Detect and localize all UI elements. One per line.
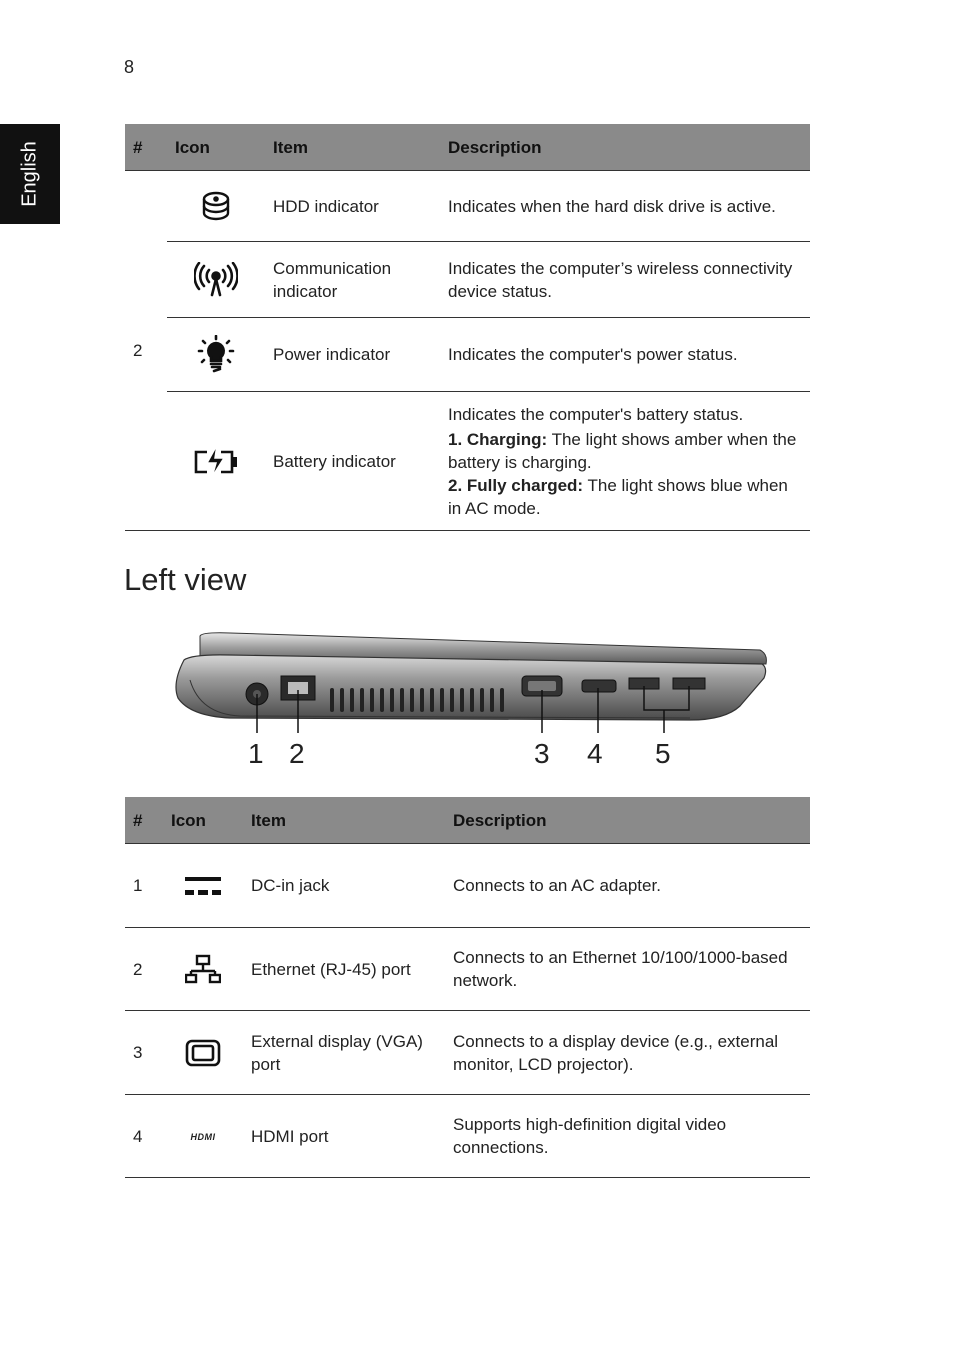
detail-label: 2. Fully charged: xyxy=(448,475,584,495)
desc-battery xyxy=(440,392,810,531)
callout-3: 3 xyxy=(534,738,550,769)
row-number: 1 xyxy=(125,844,163,928)
table-header-row xyxy=(125,797,810,844)
item-hdmi: HDMI port xyxy=(243,1095,445,1178)
language-tab xyxy=(0,124,60,224)
vga-icon xyxy=(163,1011,243,1095)
dc-in-icon xyxy=(163,844,243,928)
table-row xyxy=(125,242,810,318)
header-num: # xyxy=(125,797,163,844)
ethernet-icon xyxy=(163,928,243,1011)
desc-hdd: Indicates when the hard disk drive is active. xyxy=(440,171,810,242)
language-tab-label: English xyxy=(18,141,41,207)
table-row xyxy=(125,392,810,531)
callout-1: 1 xyxy=(248,738,264,769)
header-num: # xyxy=(125,124,167,171)
item-ethernet: Ethernet (RJ-45) port xyxy=(243,928,445,1011)
table-row xyxy=(125,1095,810,1178)
item-power: Power indicator xyxy=(265,318,440,392)
laptop-left-view-image xyxy=(170,628,770,733)
callout-2: 2 xyxy=(289,738,305,769)
hdmi-logo-text: HDMI xyxy=(190,1132,216,1142)
header-description: Description xyxy=(440,124,810,171)
item-vga: External display (VGA) port xyxy=(243,1011,445,1095)
section-heading: Left view xyxy=(124,562,247,597)
table-row xyxy=(125,928,810,1011)
desc-hdmi: Supports high-definition digital video connections. xyxy=(445,1095,810,1178)
item-hdd: HDD indicator xyxy=(265,171,440,242)
item-communication: Communication indicator xyxy=(265,242,440,318)
detail-label: 1. Charging: xyxy=(448,429,548,449)
hdmi-icon xyxy=(163,1095,243,1178)
desc-dc-in: Connects to an AC adapter. xyxy=(445,844,810,928)
ports-table xyxy=(125,797,810,1178)
table-row xyxy=(125,318,810,392)
row-number: 2 xyxy=(125,928,163,1011)
header-item: Item xyxy=(243,797,445,844)
battery-detail-charging xyxy=(448,428,802,474)
hdd-icon xyxy=(167,171,265,242)
table-header-row xyxy=(125,124,810,171)
table-row xyxy=(125,171,810,242)
callout-5: 5 xyxy=(655,738,671,769)
detail-text: The light shows blue when in AC mode. xyxy=(448,475,788,518)
indicator-table xyxy=(125,124,810,531)
detail-text: The light shows amber when the battery is charging. xyxy=(448,429,797,472)
callout-4: 4 xyxy=(587,738,603,769)
desc-power: Indicates the computer's power status. xyxy=(440,318,810,392)
header-description: Description xyxy=(445,797,810,844)
desc-vga: Connects to a display device (e.g., external monitor, LCD projector). xyxy=(445,1011,810,1095)
power-light-icon xyxy=(167,318,265,392)
desc-communication: Indicates the computer’s wireless connectivity device status. xyxy=(440,242,810,318)
battery-description: Indicates the computer's battery status. xyxy=(448,404,744,424)
header-icon: Icon xyxy=(163,797,243,844)
battery-detail-charged xyxy=(448,474,802,520)
item-dc-in: DC-in jack xyxy=(243,844,445,928)
header-icon: Icon xyxy=(167,124,265,171)
page-number: 8 xyxy=(124,57,135,77)
table-row xyxy=(125,1011,810,1095)
row-number: 3 xyxy=(125,1011,163,1095)
table-row xyxy=(125,844,810,928)
item-battery: Battery indicator xyxy=(265,392,440,531)
header-item: Item xyxy=(265,124,440,171)
wireless-icon xyxy=(167,242,265,318)
desc-ethernet: Connects to an Ethernet 10/100/1000-based network. xyxy=(445,928,810,1011)
group-number: 2 xyxy=(125,171,167,531)
row-number: 4 xyxy=(125,1095,163,1178)
battery-icon xyxy=(167,392,265,531)
